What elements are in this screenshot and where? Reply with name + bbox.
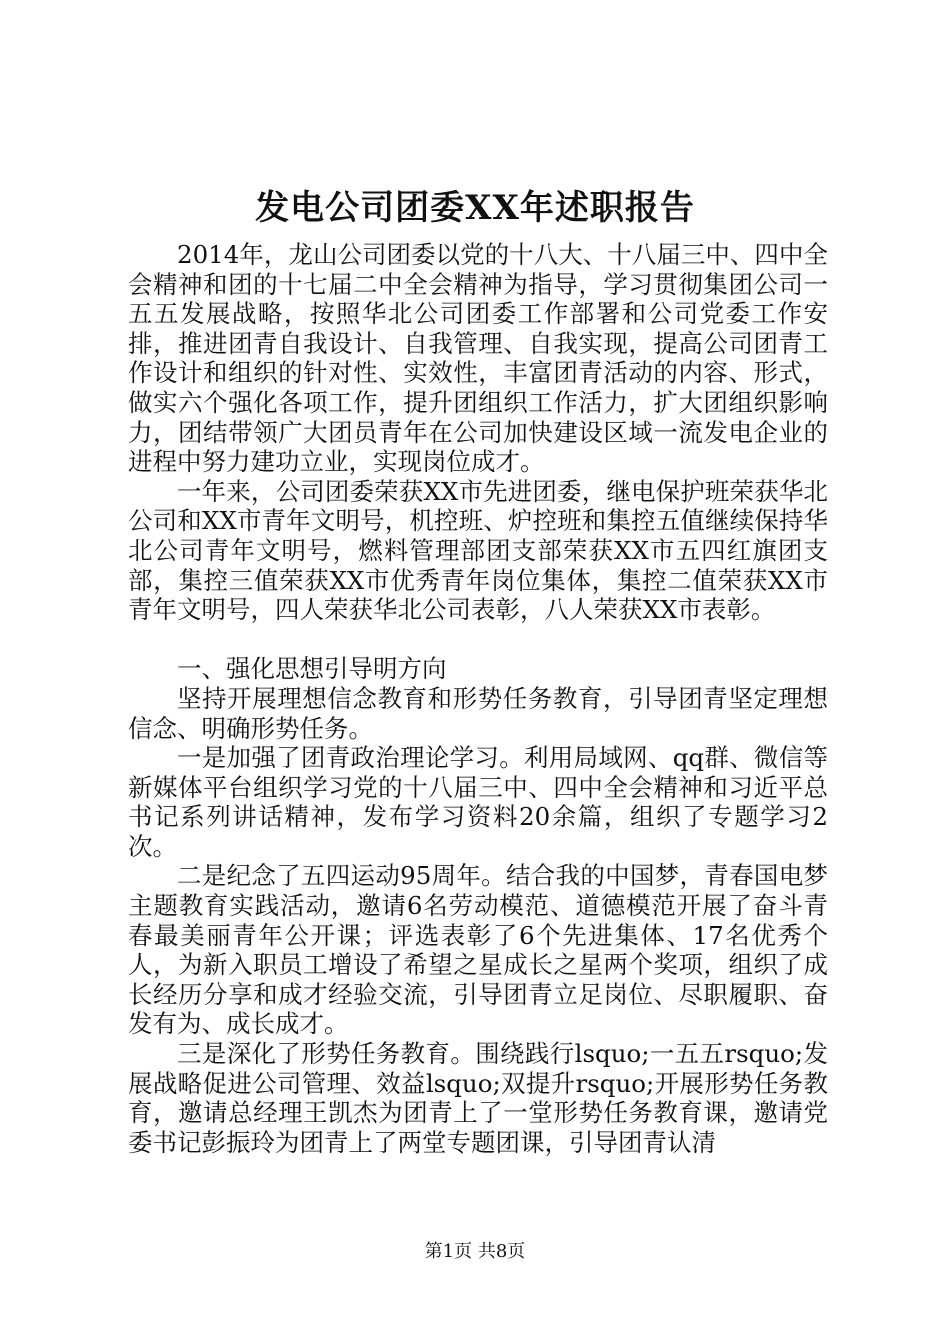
paragraph-honors: 一年来，公司团委荣获XX市先进团委，继电保护班荣获华北公司和XX市青年文明号，机控班、炉控班和集控五值继续保持华北公司青年文明号，燃料管理部团支部荣获XX市五四红旗团支部，集控三值荣获XX市优秀青年岗位集体，集控二值荣获XX市青年文明号，四人荣获华北公司表彰，八人荣获XX市表彰。 [128,476,828,625]
page-number-footer: 第1页 共8页 [424,1241,526,1262]
paragraph-intro: 2014年，龙山公司团委以党的十八大、十八届三中、四中全会精神和团的十七届二中全会精神为指导，学习贯彻集团公司一五五发展战略，按照华北公司团委工作部署和公司党委工作安排，推进团青自我设计、自我管理、自我实现，提高公司团青工作设计和组织的针对性、实效性，丰富团青活动的内容、形式，做实六个强化各项工作，提升团组织工作活力，扩大团组织影响力，团结带领广大团员青年在公司加快建设区域一流发电企业的进程中努力建功立业，实现岗位成才。 [128,240,828,477]
paragraph-item-2: 二是纪念了五四运动95周年。结合我的中国梦，青春国电梦主题教育实践活动，邀请6名劳动模范、道德模范开展了奋斗青春最美丽青年公开课；评选表彰了6个先进集体、17名优秀个人，为新入职员工增设了希望之星成长之星两个奖项，组织了成长经历分享和成才经验交流，引导团青立足岗位、尽职履职、奋发有为、成长成才。 [128,861,828,1039]
paragraph-item-1: 一是加强了团青政治理论学习。利用局域网、qq群、微信等新媒体平台组织学习党的十八届三中、四中全会精神和习近平总书记系列讲话精神，发布学习资料20余篇，组织了专题学习2次。 [128,743,828,861]
paragraph-section-intro: 坚持开展理想信念教育和形势任务教育，引导团青坚定理想信念、明确形势任务。 [128,683,828,743]
section-heading-1: 一、强化思想引导明方向 [177,654,447,684]
document-title: 发电公司团委XX年述职报告 [255,188,695,228]
paragraph-item-3: 三是深化了形势任务教育。围绕践行lsquo;一五五rsquo;发展战略促进公司管理、效益lsquo;双提升rsquo;开展形势任务教育，邀请总经理王凯杰为团青上了一堂形势任务教育课，邀请党委书记彭振玲为团青上了两堂专题团课，引导团青认清 [128,1039,828,1157]
document-body [128,240,828,1157]
